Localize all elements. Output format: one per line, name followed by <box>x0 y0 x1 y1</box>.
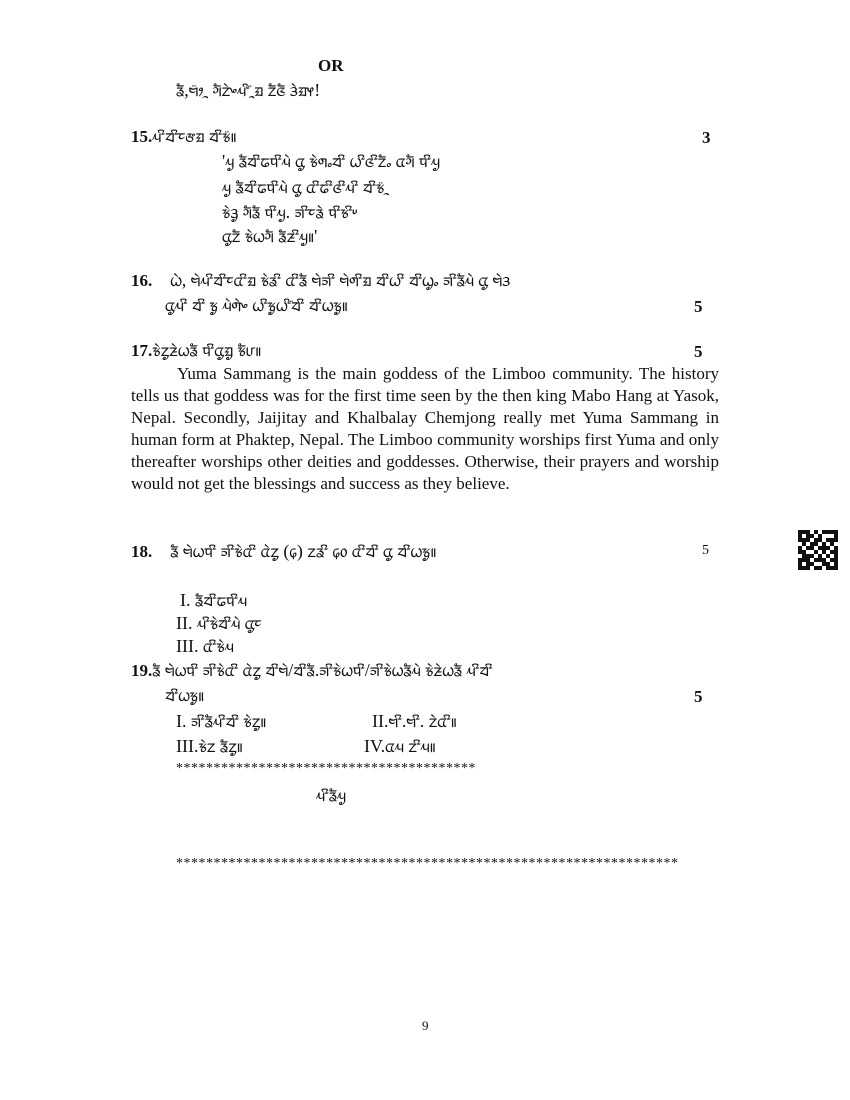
question-number: 19. <box>131 661 153 680</box>
question-number: 17. <box>131 341 153 360</box>
separator-stars: **************************************** <box>176 761 476 776</box>
question-number: 18. <box>131 542 153 561</box>
question-16-line2: ᤂᤢᤘᤡ ᤔᤡ ᤃᤢ ᤘᤧᤛᤧᤴ ᤐᤡᤃᤢᤐᤡ᤺ᤔᤡ ᤔᤡᤐᤃᤢ॥ <box>165 295 348 315</box>
separator-stars: ******************************************************************* <box>176 856 679 871</box>
qr-code-icon <box>798 530 838 570</box>
closing-word: ᤘᤡᤕᤠᤘᤢ <box>316 785 346 805</box>
question-18-marks: 5 <box>702 543 709 558</box>
option-item: I. ᤕᤠᤔᤡᤒᤄᤡᤘ <box>180 590 247 610</box>
question-15-marks: 3 <box>702 128 711 147</box>
question-19-line1 <box>131 660 492 681</box>
question-text: ᤐᤧ, ᤗᤧᤘᤡᤔᤡᤰᤂᤡᤀ ᤃᤧᤕᤡ ᤂᤡᤕᤠ ᤗᤧᤈᤡ ᤗᤧᤛᤡᤀ ᤔᤡᤐᤡ ᤔᤡᤐᤢᤱ ᤈᤡᤕᤠᤘᤧ ᤂᤢ ᤗᤧᤋ <box>170 270 511 290</box>
poem-line: ᤂᤢᤁᤠ ᤃᤧᤐᤆᤠ ᤕᤠᤏᤡᤘᤢ॥' <box>222 226 318 246</box>
option-item: IV.ᤂᤘ ᤁᤡᤘ॥ <box>364 736 436 756</box>
poem-line: ᤘᤢ ᤕᤠᤔᤡᤒᤄᤡᤘᤧ ᤂᤢ ᤂᤡᤒᤡᤜᤡᤘᤡ ᤔᤡᤃ᤺ᤳ <box>222 177 389 197</box>
question-15-heading <box>131 126 237 147</box>
question-title: ᤃᤧᤁᤢᤏᤧᤐᤕᤠ ᤄᤡᤂᤢᤀᤢ ᤃᤠᤙ॥ <box>152 340 262 360</box>
question-17-heading <box>131 340 261 361</box>
question-16-line1 <box>131 270 510 291</box>
question-text: ᤕᤠ ᤗᤧᤐᤄᤡ ᤈᤡᤃᤧᤂᤡ ᤂᤧᤁᤢ (᥌) ᤁᤕᤡ ᥌᥆ ᤂᤡᤔᤡ ᤂᤢ ᤔᤡᤐᤃᤢ॥ <box>170 541 437 561</box>
question-17-marks: 5 <box>694 342 703 361</box>
question-19-line2: ᤔᤡᤐᤃᤢ॥ <box>165 685 205 705</box>
question-number: 15. <box>131 127 153 146</box>
poem-line: 'ᤘᤢ ᤕᤠᤔᤡᤒᤄᤡᤘᤧ ᤂᤢ ᤃᤧᤛᤱᤔᤡ ᤐᤡᤜᤡᤁᤠᤱ ᤂᤆᤠ ᤄᤡᤘᤢ <box>222 151 440 171</box>
option-item: III. ᤂᤡᤃᤧᤘ <box>176 636 234 656</box>
option-item: II. ᤘᤡᤃᤧᤔᤡᤘᤧ ᤂᤢᤰ <box>176 613 262 633</box>
option-item: III.ᤃᤧᤁ ᤕᤠᤁᤢ॥ <box>176 736 243 756</box>
question-19-marks: 5 <box>694 687 703 706</box>
question-17-passage: Yuma Sammang is the main goddess of the Limboo community. The history tells us that goddess was for the first time seen by the then king Mabo Hang at Yasok, Nepal. Secondly, Jaijitay and Khalbalay Chemjong really met Yuma Sammang in human form at Phaktep, Nepal. The Limboo community worships first Yuma and only thereafter worships other deities and goddesses. Otherwise, their prayers and worship would not get the blessings and success as they believe. <box>131 364 719 493</box>
page-number: 9 <box>422 1018 429 1033</box>
poem-line: ᤃᤧᤋᤢ ᤆᤠᤕᤠ ᤄᤡᤘᤢ. ᤈᤡᤰᤕᤧ ᤄᤡᤃᤡᤸ <box>222 202 358 222</box>
or-question: ᤕᤠ,ᤗᤣ᤺ᤳ ᤆᤠᤁᤧᤴᤘᤡ᤺ᤳᤀ ᤁᤠᤜᤠ ᤋᤧᤀᤶ! <box>176 80 321 100</box>
question-16-marks: 5 <box>694 297 703 316</box>
question-text: ᤕᤠ ᤗᤧᤐᤄᤡ ᤈᤡᤃᤧᤂᤡ ᤂᤧᤁᤢ ᤔᤡᤗᤧ/ᤔᤡᤕᤠ.ᤈᤡᤃᤧᤐᤄᤡ/ᤈᤡᤃᤧᤐᤕᤠᤘᤧ ᤃᤧᤏᤧᤐᤕᤠ ᤘᤡᤔᤡ <box>152 660 493 680</box>
option-item: II.ᤗᤡ.ᤗᤡ. ᤁᤧᤂᤡ॥ <box>372 711 457 731</box>
or-heading: OR <box>318 56 344 75</box>
option-item: I. ᤈᤡᤕᤠᤘᤡᤔᤡ ᤃᤧᤁᤢ॥ <box>176 711 267 731</box>
question-18-line <box>131 541 436 562</box>
question-title: ᤘᤡᤔᤡᤰᤅᤀ ᤔᤡᤃ᤺॥ <box>152 126 237 146</box>
question-number: 16. <box>131 271 153 290</box>
